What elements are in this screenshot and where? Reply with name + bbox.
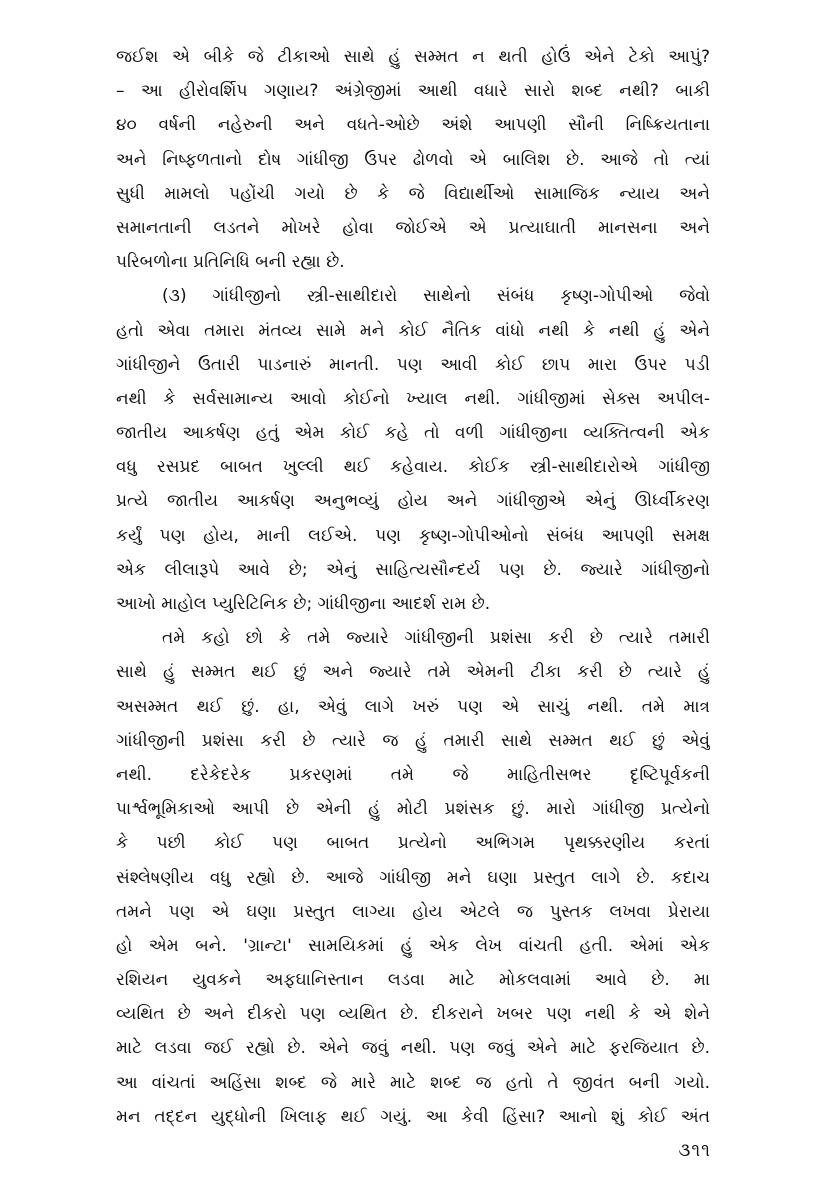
text-line: સાથે હું સમ્મત થઈ છું અને જ્યારે તમે એમની ટીકા કરી છે ત્યારે હું [116, 662, 710, 683]
text-line: મન તદ્દન યુદ્ધોની ખિલાફ થઈ ગયું. આ કેવી હિંસા? આનો શું કોઈ અંત [116, 1106, 710, 1127]
text-line: (૩) ગાંધીજીનો સ્ત્રી-સાથીદારો સાથેનો સંબંધ કૃષ્ણ-ગોપીઓ જેવો [162, 286, 710, 307]
text-line: સમાનતાની લડતને મોખરે હોવા જોઈએ એ પ્રત્યાઘાતી માનસના અને [116, 217, 710, 238]
text-line: સંશ્લેષણીય વધુ રહ્યો છે. આજે ગાંધીજી મને ઘણા પ્રસ્તુત લાગે છે. કદાચ [116, 867, 710, 888]
text-line: જઈશ એ બીકે જે ટીકાઓ સાથે હું સમ્મત ન થતી હોઉં એને ટેકો આપું? [116, 47, 710, 67]
text-line: ગાંધીજીની પ્રશંસા કરી છે ત્યારે જ હું તમારી સાથે સમ્મત થઈ છું એવું [116, 730, 710, 751]
text-line: પ્રત્યે જાતીય આકર્ષણ અનુભવ્યું હોય અને ગાંધીજીએ એનું ઊર્ધ્વીકરણ [116, 491, 710, 512]
text-line: રશિયન યુવકને અફઘાનિસ્તાન લડવા માટે મોકલવામાં આવે છે. મા [116, 970, 710, 991]
text-line: વધુ રસપ્રદ બાબત ખુલ્લી થઈ કહેવાય. કોઈક સ્ત્રી-સાથીદારોએ ગાંધીજી [116, 457, 710, 478]
text-line: નથી. દરેકેદરેક પ્રકરણમાં તમે જે માહિતીસભર દૃષ્ટિપૂર્વકની [116, 764, 710, 785]
text-line: પરિબળોના પ્રતિનિધિ બની રહ્યા છે. [116, 252, 345, 273]
text-line: કર્યું પણ હોય, માની લઈએ. પણ કૃષ્ણ-ગોપીઓનો સંબંધ આપણી સમક્ષ [116, 525, 710, 546]
text-line: હો એમ બને. 'ગ્રાન્ટા' સામયિકમાં હું એક લેખ વાંચતી હતી. એમાં એક [116, 935, 710, 956]
text-line: કે પછી કોઈ પણ બાબત પ્રત્યેનો અભિગમ પૃથક્કરણીય કરતાં [116, 833, 710, 854]
text-line: નથી કે સર્વસામાન્ય આવો કોઈનો ખ્યાલ નથી. ગાંધીજીમાં સેક્સ અપીલ- [116, 388, 710, 409]
text-line: ૪૦ વર્ષની નહેરુની અને વધતે-ઓછે અંશે આપણી સૌની નિષ્ક્રિયતાના [116, 115, 710, 136]
text-line: તમે કહો છો કે તમે જ્યારે ગાંધીજીની પ્રશંસા કરી છે ત્યારે તમારી [162, 628, 710, 649]
text-line: પાર્શ્વભૂમિકાઓ આપી છે એની હું મોટી પ્રશંસક છું. મારો ગાંધીજી પ્રત્યેનો [116, 799, 710, 820]
page-number: ૩૧૧ [678, 1140, 711, 1161]
text-line: અને નિષ્ફળતાનો દોષ ગાંધીજી ઉપર ઢોળવો એ બાલિશ છે. આજે તો ત્યાં [116, 149, 710, 170]
text-line: વ્યથિત છે અને દીકરો પણ વ્યથિત છે. દીકરાને ખબર પણ નથી કે એ શેને [116, 1004, 710, 1025]
text-line: સુધી મામલો પહોંચી ગયો છે કે જે વિદ્યાર્થીઓ સામાજિક ન્યાય અને [116, 183, 710, 204]
text-line: ગાંધીજીને ઉતારી પાડનારું માનતી. પણ આવી કોઈ છાપ મારા ઉપર પડી [116, 354, 710, 375]
text-line: તમને પણ એ ઘણા પ્રસ્તુત લાગ્યા હોય એટલે જ પુસ્તક લખવા પ્રેરાયા [116, 901, 710, 922]
text-line: આ વાંચતાં અહિંસા શબ્દ જે મારે માટે શબ્દ જ હતો તે જીવંત બની ગયો. [116, 1072, 710, 1093]
text-line: આખો માહોલ પ્યુરિટિનિક છે; ગાંધીજીના આદર્શ રામ છે. [116, 594, 491, 614]
text-line: અસમ્મત થઈ છું. હા, એવું લાગે ખરું પણ એ સાચું નથી. તમે માત્ર [116, 696, 710, 717]
text-line: – આ હીરોવર્શિપ ગણાય? અંગ્રેજીમાં આથી વધારે સારો શબ્દ નથી? બાકી [116, 81, 710, 102]
text-line: જાતીય આકર્ષણ હતું એમ કોઈ કહે તો વળી ગાંધીજીના વ્યક્તિત્વની એક [116, 423, 710, 444]
text-line: માટે લડવા જઈ રહ્યો છે. એને જવું નથી. પણ જવું એને માટે ફરજિયાત છે. [116, 1038, 710, 1059]
text-line: એક લીલારૂપે આવે છે; એનું સાહિત્યસૌન્દર્ય પણ છે. જ્યારે ગાંધીજીનો [116, 559, 710, 580]
text-line: હતો એવા તમારા મંતવ્ય સામે મને કોઈ નૈતિક વાંધો નથી કે નથી હું એને [116, 320, 710, 341]
body-text [116, 40, 710, 1134]
